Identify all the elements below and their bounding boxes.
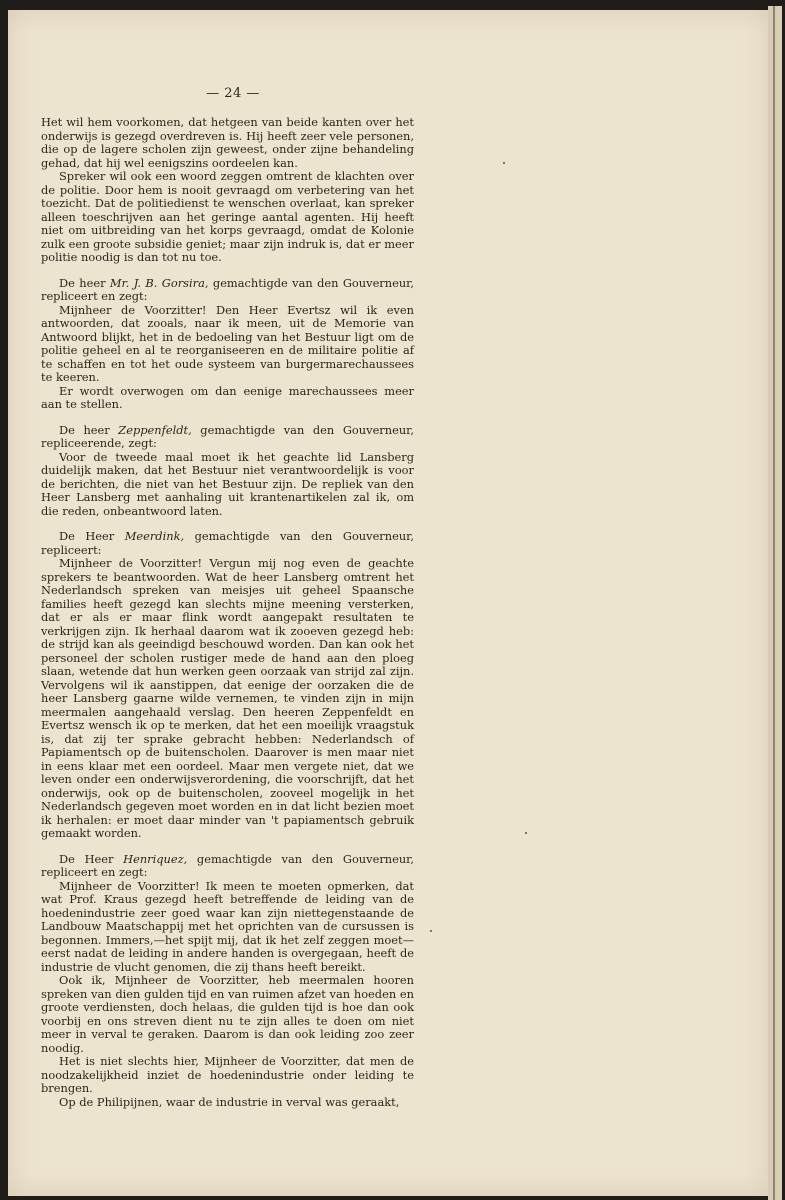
paragraph: Mijnheer de Voorzitter! Vergun mij nog even de geachte sprekers te beantwoorden. Wat de heer Lansberg omtrent het Nederlandsch spreken van meisjes uit geheel Spaansche families heeft gezegd kan slechts mijne meening versterken, dat er als er maar flink wordt aangepakt resultaten te verkrijgen zijn. Ik herhaal daarom wat ik zooeven gezegd heb: de strijd kan als geeindigd beschouwd worden. Dan kan ook het personeel der scholen rustiger mede de hand aan den ploeg slaan, wetende dat hun werken geen oorzaak van strijd zal zijn. Vervolgens wil ik aanstippen, dat eenige der oorzaken die de heer Lansberg gaarne wilde vernemen, te vinden zijn in mijn meermalen aangehaald verslag. Den heeren Zeppenfeldt en Evertsz wensch ik op te merken, dat het een moeilijk vraagstuk is, dat zij ter sprake gebracht hebben: Nederlandsch of Papiamentsch op de buitenscholen. Daarover is men maar niet in eens klaar met een oordeel. Maar men vergete niet, dat we leven onder een onderwijsverordening, die voorschrijft, dat het onderwijs, ook op de buitenscholen, zooveel mogelijk in het Nederlandsch gegeven moet worden en in dat licht bezien moet ik herhalen: er moet daar minder van 't papiamentsch gebruik gemaakt worden. xyxy=(41,556,414,840)
paragraph: Mijnheer de Voorzitter! Den Heer Evertsz wil ik even antwoorden, dat zooals, naar ik meen, uit de Memorie van Antwoord blijkt, het in de bedoeling van het Bestuur ligt om de politie geheel en al te reorganiseeren en de militaire politie af te schaffen en tot het oude systeem van burgermarechaussees te keeren. xyxy=(41,302,414,384)
paragraph: Het wil hem voorkomen, dat hetgeen van beide kanten over het onderwijs is gezegd overdreven is. Hij heeft zeer vele personen, die op de lagere scholen zijn geweest, onder zijne behandeling gehad, dat hij wel eenigszins oordeelen kan. xyxy=(41,115,414,170)
paragraph: Op de Philipijnen, waar de industrie in verval was geraakt, xyxy=(59,1094,400,1109)
speaker-pre: De heer xyxy=(59,275,110,290)
paper-speck xyxy=(525,832,527,834)
paragraph: Het is niet slechts hier, Mijnheer de Voorzitter, dat men de noodzakelijkheid inziet de hoedenindustrie onder leiding te brengen. xyxy=(41,1054,414,1095)
speaker-pre: De Heer xyxy=(59,851,124,866)
body-text xyxy=(41,116,414,1109)
paragraph: Ook ik, Mijnheer de Voorzitter, heb meermalen hooren spreken van dien gulden tijd en van ruimen afzet van hoeden en groote verdiensten, doch helaas, die gulden tijd is hoe dan ook voorbij en ons streven dient nu te zijn alles te doen om niet meer in verval te geraken. Daarom is dan ook leiding zoo zeer noodig. xyxy=(41,973,414,1055)
speaker-name: Mr. J. B. Gorsira, xyxy=(109,275,209,290)
paper-speck xyxy=(430,930,432,932)
speaker-intro xyxy=(41,424,414,451)
speaker-post: gemachtigde van den Gouverneur, repliceert: xyxy=(41,529,414,557)
speaker-pre: De Heer xyxy=(59,529,125,543)
paper-speck xyxy=(503,162,505,164)
document-page xyxy=(8,10,768,1196)
speaker-post: gemachtigde van den Gouverneur, repliceert en zegt: xyxy=(41,851,414,879)
speaker-post: gemachtigde van den Gouverneur, repliceerende, zegt: xyxy=(41,422,414,450)
paragraph: Mijnheer de Voorzitter! Ik meen te moeten opmerken, dat wat Prof. Kraus gezegd heeft betreffende de leiding van de hoedenindustrie zeer goed waar kan zijn niettegenstaande de Landbouw Maatschappij met het oprichten van de cursussen is begonnen. Immers,—het spijt mij, dat ik het zelf zeggen moet—eerst nadat de leiding in andere handen is overgegaan, heeft de industrie de vlucht genomen, die zij thans heeft bereikt. xyxy=(41,878,414,974)
paragraph: Voor de tweede maal moet ik het geachte lid Lansberg duidelijk maken, dat het Bestuur niet verantwoordelijk is voor de berichten, die niet van het Bestuur zijn. De repliek van den Heer Lansberg met aanhaling uit krantenartikelen zal ik, om die reden, onbeantwoord laten. xyxy=(41,449,414,518)
paragraph: Er wordt overwogen om dan eenige marechaussees meer aan te stellen. xyxy=(41,383,414,411)
page-crease xyxy=(773,6,775,1200)
speaker-post: gemachtigde van den Gouverneur, repliceert en zegt: xyxy=(41,275,414,303)
speaker-intro xyxy=(41,277,414,304)
speaker-intro xyxy=(41,530,414,557)
page-edge xyxy=(768,6,782,1200)
speaker-name: Henriquez, xyxy=(123,851,188,866)
page-number: — 24 — xyxy=(206,86,260,101)
speaker-intro xyxy=(41,853,414,880)
speaker-name: Meerdink, xyxy=(124,529,185,543)
speaker-pre: De heer xyxy=(59,422,119,437)
paragraph: Spreker wil ook een woord zeggen omtrent de klachten over de politie. Door hem is nooit gevraagd om verbetering van het toezicht. Dat de politiedienst te wenschen overlaat, kan spreker alleen toeschrijven aan het geringe aantal agenten. Hij heeft niet om uitbreiding van het korps gevraagd, omdat de Kolonie zulk een groote subsidie geniet; maar zijn indruk is, dat er meer politie noodig is dan tot nu toe. xyxy=(41,169,414,264)
speaker-name: Zeppenfeldt, xyxy=(118,422,192,437)
